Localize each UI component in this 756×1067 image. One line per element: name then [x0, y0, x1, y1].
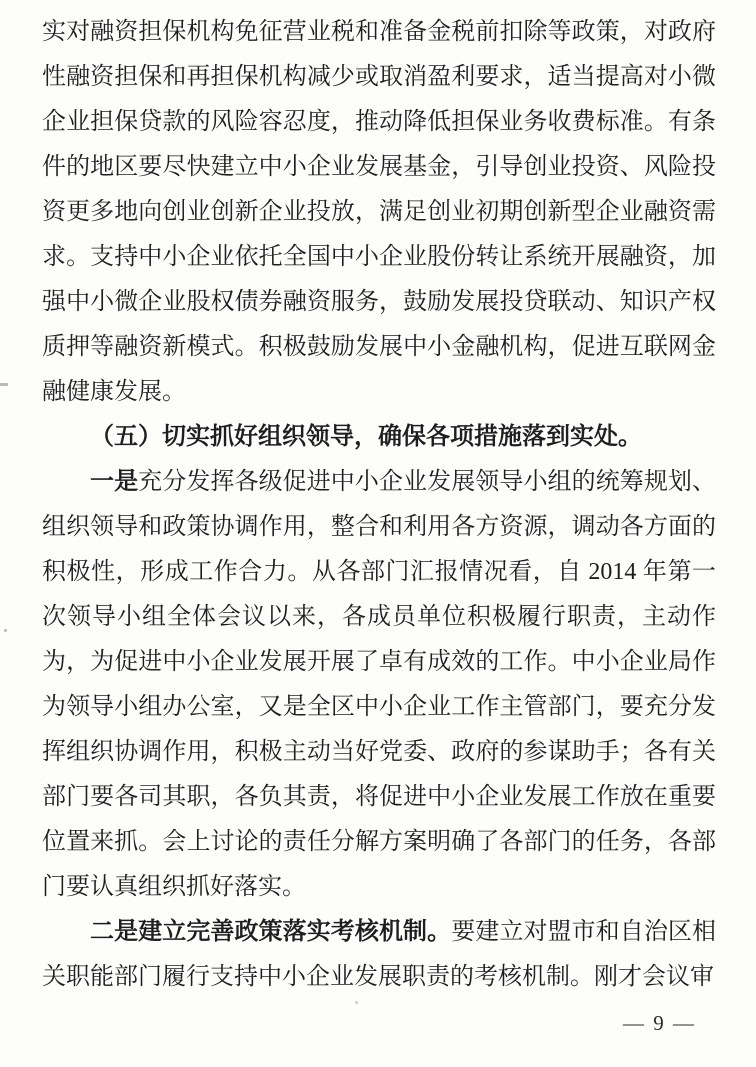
document-body: [42, 10, 716, 1000]
continuation-paragraph: [42, 10, 716, 415]
section-heading: [42, 415, 716, 460]
scan-artifact-speck: [355, 1001, 358, 1004]
heading-text-segment: （五）切实抓好组织领导，确保各项措施落到实处。: [90, 424, 642, 450]
paragraph-second-point: [42, 910, 716, 1000]
text-segment: 充分发挥各级促进中小企业发展领导小组的统筹规划、组织领导和政策协调作用，整合和利用各方资源，调动各方面的积极性，形成工作合力。从各部门汇报情况看，自 2014 年第一次领导小组全体会议以来，各成员单位积极履行职责，主动作为，为促进中小企业发展开展了卓有成效的工作。中小企业局作为领导小组办公室，又是全区中小企业工作主管部门，要充分发挥组织协调作用，积极主动当好党委、政府的参谋助手；各有关部门要各司其职，各负其责，将促进中小企业发展工作放在重要位置来抓。会上讨论的责任分解方案明确了各部门的任务，各部门要认真组织抓好落实。: [42, 469, 717, 900]
paragraph-first-point: [42, 460, 716, 910]
bold-lead-in-segment: 一是: [90, 469, 139, 495]
scan-artifact-dash: [0, 383, 8, 386]
page-number: — 9 —: [623, 1011, 696, 1035]
text-segment: 要建立对盟市和自治区相关职能部门履行支持中小企业发展职责的考核机制。刚才会议审: [42, 919, 717, 990]
text-segment: 实对融资担保机构免征营业税和准备金税前扣除等政策，对政府性融资担保和再担保机构减少或取消盈利要求，适当提高对小微企业担保贷款的风险容忍度，推动降低担保业务收费标准。有条件的地区要尽快建立中小企业发展基金，引导创业投资、风险投资更多地向创业创新企业投放，满足创业初期创新型企业融资需求。支持中小企业依托全国中小企业股份转让系统开展融资，加强中小微企业股权债券融资服务，鼓励发展投贷联动、知识产权质押等融资新模式。积极鼓励发展中小金融机构，促进互联网金融健康发展。: [42, 19, 716, 405]
bold-lead-in-segment: 二是建立完善政策落实考核机制。: [90, 919, 452, 945]
scan-artifact-dot: [4, 629, 7, 632]
